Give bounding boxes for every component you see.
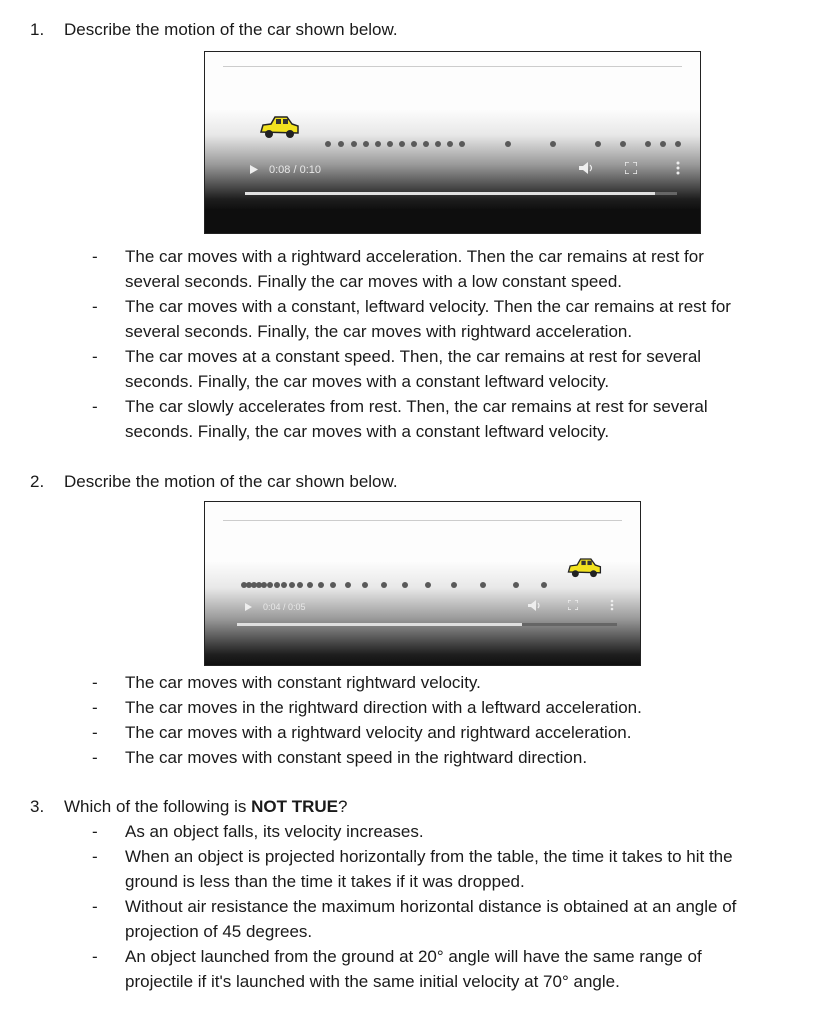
options-list-1 bbox=[92, 244, 807, 444]
motion-dot bbox=[541, 582, 547, 588]
option-line: An object launched from the ground at 20° angle will have the same range of bbox=[125, 947, 702, 966]
volume-icon[interactable] bbox=[579, 162, 593, 174]
motion-dot bbox=[620, 141, 626, 147]
question-emphasis: NOT TRUE bbox=[251, 797, 338, 816]
volume-icon[interactable] bbox=[528, 600, 540, 611]
video-progress-bar[interactable] bbox=[245, 192, 677, 195]
motion-dot bbox=[325, 141, 331, 147]
option-line: several seconds. Finally the car moves with a low constant speed. bbox=[125, 272, 623, 291]
option-item[interactable] bbox=[92, 670, 807, 695]
option-line: The car slowly accelerates from rest. Then, the car remains at rest for several bbox=[125, 397, 708, 416]
motion-dot bbox=[435, 141, 441, 147]
motion-dot bbox=[267, 582, 273, 588]
motion-dot bbox=[274, 582, 280, 588]
options-list-2 bbox=[92, 670, 807, 770]
motion-dot bbox=[351, 141, 357, 147]
option-line: projection of 45 degrees. bbox=[125, 922, 313, 941]
motion-dot bbox=[375, 141, 381, 147]
motion-dot bbox=[362, 582, 368, 588]
option-item[interactable] bbox=[92, 695, 807, 720]
option-item[interactable] bbox=[92, 344, 807, 394]
options-list-3 bbox=[92, 819, 807, 994]
video-player-2[interactable] bbox=[204, 501, 641, 666]
motion-dot bbox=[387, 141, 393, 147]
question-number: 1. bbox=[30, 20, 45, 39]
option-item[interactable] bbox=[92, 294, 807, 344]
option-item[interactable] bbox=[92, 894, 807, 944]
option-line: seconds. Finally, the car moves with a constant leftward velocity. bbox=[125, 372, 610, 391]
dash: - bbox=[92, 673, 98, 692]
motion-dot bbox=[402, 582, 408, 588]
option-item[interactable] bbox=[92, 844, 807, 894]
motion-dot bbox=[595, 141, 601, 147]
option-line: When an object is projected horizontally from the table, the time it takes to hit the bbox=[125, 847, 733, 866]
motion-dot bbox=[425, 582, 431, 588]
question-number: 3. bbox=[30, 797, 45, 816]
dash: - bbox=[92, 822, 98, 841]
motion-dot bbox=[318, 582, 324, 588]
option-item[interactable] bbox=[92, 944, 807, 994]
play-icon[interactable] bbox=[245, 603, 252, 611]
motion-dot bbox=[330, 582, 336, 588]
dash: - bbox=[92, 698, 98, 717]
dash: - bbox=[92, 397, 98, 416]
option-line: The car moves with a rightward acceleration. Then the car remains at rest for bbox=[125, 247, 704, 266]
option-line: As an object falls, its velocity increases. bbox=[125, 822, 424, 841]
option-line: The car moves with a constant, leftward velocity. Then the car remains at rest for bbox=[125, 297, 731, 316]
video-progress-fill bbox=[245, 192, 655, 195]
motion-dot bbox=[447, 141, 453, 147]
motion-dot bbox=[399, 141, 405, 147]
motion-dot bbox=[297, 582, 303, 588]
option-item[interactable] bbox=[92, 745, 807, 770]
motion-dot bbox=[281, 582, 287, 588]
fullscreen-icon[interactable] bbox=[625, 162, 637, 174]
motion-dot bbox=[505, 141, 511, 147]
video-player-1[interactable] bbox=[204, 51, 701, 234]
option-line: projectile if it's launched with the same initial velocity at 70° angle. bbox=[125, 972, 620, 991]
motion-dot bbox=[423, 141, 429, 147]
dash: - bbox=[92, 947, 98, 966]
option-line: The car moves in the rightward direction with a leftward acceleration. bbox=[125, 698, 642, 717]
question-1 bbox=[30, 17, 398, 42]
option-item[interactable] bbox=[92, 819, 807, 844]
motion-dots bbox=[205, 502, 640, 665]
motion-dot bbox=[363, 141, 369, 147]
fullscreen-icon[interactable] bbox=[568, 600, 578, 610]
question-2 bbox=[30, 469, 398, 494]
video-progress-bar[interactable] bbox=[237, 623, 617, 626]
more-options-icon[interactable] bbox=[610, 599, 614, 611]
question-3 bbox=[30, 794, 347, 819]
more-options-icon[interactable] bbox=[676, 161, 680, 175]
motion-dot bbox=[513, 582, 519, 588]
motion-dot bbox=[381, 582, 387, 588]
video-time: 0:08 / 0:10 bbox=[269, 164, 321, 176]
dash: - bbox=[92, 347, 98, 366]
motion-dot bbox=[660, 141, 666, 147]
option-line: several seconds. Finally, the car moves with rightward acceleration. bbox=[125, 322, 633, 341]
motion-dot bbox=[550, 141, 556, 147]
option-item[interactable] bbox=[92, 394, 807, 444]
motion-dot bbox=[480, 582, 486, 588]
option-line: The car moves with constant speed in the rightward direction. bbox=[125, 748, 588, 767]
motion-dot bbox=[411, 141, 417, 147]
car-icon bbox=[257, 114, 301, 142]
motion-dots bbox=[205, 52, 700, 233]
video-time: 0:04 / 0:05 bbox=[263, 602, 306, 612]
motion-dot bbox=[289, 582, 295, 588]
motion-dot bbox=[451, 582, 457, 588]
dash: - bbox=[92, 847, 98, 866]
dash: - bbox=[92, 723, 98, 742]
option-line: The car moves with a rightward velocity and rightward acceleration. bbox=[125, 723, 632, 742]
option-line: Without air resistance the maximum horizontal distance is obtained at an angle of bbox=[125, 897, 737, 916]
car-icon bbox=[565, 556, 603, 581]
option-line: The car moves with constant rightward velocity. bbox=[125, 673, 481, 692]
question-number: 2. bbox=[30, 472, 45, 491]
option-line: seconds. Finally, the car moves with a constant leftward velocity. bbox=[125, 422, 610, 441]
motion-dot bbox=[645, 141, 651, 147]
question-text-prefix: Which of the following is bbox=[64, 797, 252, 816]
option-item[interactable] bbox=[92, 720, 807, 745]
question-text: Describe the motion of the car shown below. bbox=[64, 472, 398, 491]
dash: - bbox=[92, 297, 98, 316]
dash: - bbox=[92, 897, 98, 916]
motion-dot bbox=[345, 582, 351, 588]
dash: - bbox=[92, 247, 98, 266]
motion-dot bbox=[307, 582, 313, 588]
question-text-suffix: ? bbox=[337, 797, 348, 816]
motion-dot bbox=[459, 141, 465, 147]
option-line: ground is less than the time it takes if it was dropped. bbox=[125, 872, 525, 891]
option-line: The car moves at a constant speed. Then, the car remains at rest for several bbox=[125, 347, 702, 366]
play-icon[interactable] bbox=[250, 165, 258, 174]
motion-dot bbox=[675, 141, 681, 147]
motion-dot bbox=[338, 141, 344, 147]
dash: - bbox=[92, 748, 98, 767]
option-item[interactable] bbox=[92, 244, 807, 294]
question-text: Describe the motion of the car shown below. bbox=[64, 20, 398, 39]
video-progress-fill bbox=[237, 623, 522, 626]
